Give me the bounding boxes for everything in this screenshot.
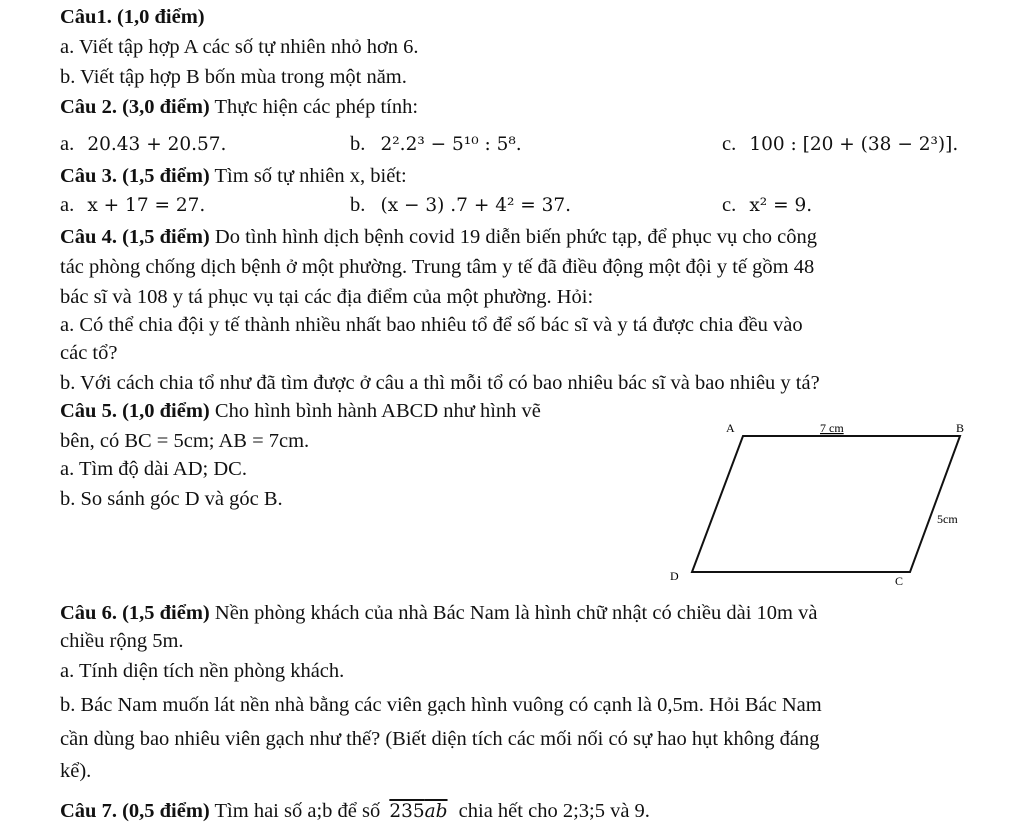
- question-4-heading: Câu 4. (1,5 điểm): [60, 226, 210, 248]
- side-ab-length-label: 7 cm: [820, 421, 844, 435]
- question-4-line-2: tác phòng chống dịch bệnh ở một phường. Trung tâm y tế đã điều động một đội y tế gồm 48: [60, 256, 815, 278]
- question-5a: a. Tìm độ dài AD; DC.: [60, 458, 247, 480]
- question-4-text: Do tình hình dịch bệnh covid 19 diễn biến phức tạp, để phục vụ cho công: [214, 226, 817, 248]
- question-5-line-1: [60, 398, 541, 424]
- question-3a-expression: x + 17 = 27.: [87, 195, 206, 216]
- question-3-title: [60, 163, 407, 189]
- question-2-heading: Câu 2. (3,0 điểm): [60, 96, 210, 118]
- question-2b-label: b.: [350, 133, 366, 155]
- question-6b-line-1: b. Bác Nam muốn lát nền nhà bằng các viên gạch hình vuông có cạnh là 0,5m. Hỏi Bác Nam: [60, 694, 822, 716]
- question-2-title: [60, 94, 418, 120]
- parallelogram-abcd: [692, 436, 960, 572]
- question-2a-expression: 20.43 + 20.57.: [87, 134, 227, 155]
- question-6-line-1: [60, 600, 817, 626]
- question-3c: [722, 192, 812, 219]
- question-6-line-2: chiều rộng 5m.: [60, 630, 184, 652]
- question-7-heading: Câu 7. (0,5 điểm): [60, 800, 210, 822]
- question-6-heading: Câu 6. (1,5 điểm): [60, 602, 210, 624]
- question-3b-label: b.: [350, 194, 366, 216]
- question-4-line-3: bác sĩ và 108 y tá phục vụ tại các địa điểm của một phường. Hỏi:: [60, 286, 594, 308]
- question-3-heading: Câu 3. (1,5 điểm): [60, 165, 210, 187]
- question-3b-expression: (x − 3) .7 + 4² = 37.: [380, 195, 572, 216]
- question-2c-label: c.: [722, 133, 737, 155]
- question-5b: b. So sánh góc D và góc B.: [60, 488, 283, 510]
- parallelogram-figure: [660, 410, 980, 590]
- question-3b: [350, 192, 571, 219]
- question-6b-line-2: cần dùng bao nhiêu viên gạch như thế? (Biết diện tích các mối nối có sự hao hụt không đáng: [60, 728, 820, 750]
- question-1a: a. Viết tập hợp A các số tự nhiên nhỏ hơn 6.: [60, 36, 419, 58]
- question-1-title: [60, 4, 205, 30]
- question-4a-line-1: a. Có thể chia đội y tế thành nhiều nhất bao nhiêu tổ để số bác sĩ và y tá được chia đều vào: [60, 314, 803, 336]
- question-3a: [60, 192, 205, 219]
- question-7-number-digits: 235: [389, 801, 425, 822]
- question-7-number-variables: ab: [424, 801, 448, 822]
- question-3a-label: a.: [60, 194, 75, 216]
- side-bc-length-label: 5cm: [937, 512, 958, 526]
- question-7-number: [389, 800, 447, 822]
- question-2b-expression: 2².2³ − 5¹⁰ : 5⁸.: [380, 134, 522, 155]
- question-1b: b. Viết tập hợp B bốn mùa trong một năm.: [60, 66, 407, 88]
- question-2c: [722, 131, 958, 158]
- vertex-d-label: D: [670, 569, 679, 583]
- question-1-heading: Câu1. (1,0 điểm): [60, 6, 205, 28]
- question-6-text: Nền phòng khách của nhà Bác Nam là hình chữ nhật có chiều dài 10m và: [214, 602, 818, 624]
- question-5-text: Cho hình bình hành ABCD như hình vẽ: [214, 400, 541, 422]
- question-7-condition: chia hết cho 2;3;5 và 9.: [458, 800, 650, 822]
- question-4a-line-2: các tổ?: [60, 342, 118, 364]
- question-5-heading: Câu 5. (1,0 điểm): [60, 400, 210, 422]
- question-7: [60, 798, 650, 825]
- question-7-text: Tìm hai số a;b để số: [214, 800, 381, 822]
- question-2c-expression: 100 : [20 + (38 − 2³)].: [749, 134, 959, 155]
- vertex-b-label: B: [956, 421, 965, 435]
- vertex-c-label: C: [895, 574, 904, 588]
- question-6b-line-3: kể).: [60, 760, 92, 782]
- vertex-a-label: A: [726, 421, 735, 435]
- question-4b: b. Với cách chia tổ như đã tìm được ở câu a thì mỗi tổ có bao nhiêu bác sĩ và bao nhiêu y tá?: [60, 372, 820, 394]
- question-6a: a. Tính diện tích nền phòng khách.: [60, 660, 345, 682]
- question-3c-expression: x² = 9.: [749, 195, 813, 216]
- question-2-text: Thực hiện các phép tính:: [214, 96, 419, 118]
- question-2b: [350, 131, 522, 158]
- question-2a: [60, 131, 226, 158]
- question-2a-label: a.: [60, 133, 75, 155]
- question-3-text: Tìm số tự nhiên x, biết:: [214, 165, 407, 187]
- question-5-line-2: bên, có BC = 5cm; AB = 7cm.: [60, 430, 310, 452]
- question-4-line-1: [60, 224, 817, 250]
- question-3c-label: c.: [722, 194, 737, 216]
